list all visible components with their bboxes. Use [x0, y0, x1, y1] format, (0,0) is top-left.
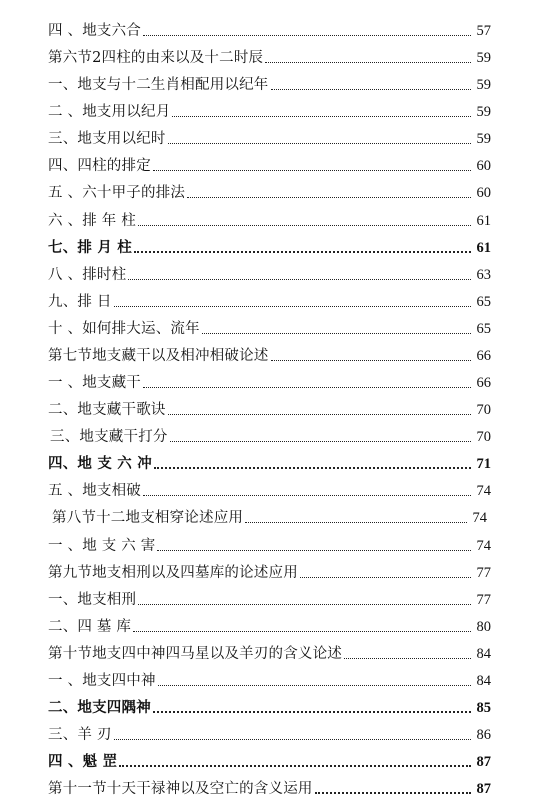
- toc-entry-title: 九、排 日: [48, 293, 112, 310]
- toc-leader-dots: [315, 792, 471, 794]
- toc-leader-dots: [187, 197, 471, 198]
- toc-entry: [0, 16, 535, 43]
- toc-entry-title: 六 、排 年 柱: [48, 212, 136, 229]
- toc-leader-dots: [134, 251, 471, 253]
- toc-leader-dots: [300, 577, 471, 578]
- toc-leader-dots: [168, 143, 471, 144]
- toc-entry: [0, 70, 535, 97]
- toc-entry-title: 二、地支四隅神: [48, 698, 151, 716]
- toc-entry-title: 七、排 月 柱: [48, 238, 132, 256]
- toc-page-number: 59: [476, 103, 491, 120]
- toc-leader-dots: [153, 711, 471, 713]
- toc-entry: [0, 666, 535, 693]
- toc-leader-dots: [170, 441, 471, 442]
- toc-page-number: 74: [476, 537, 491, 554]
- toc-page-number: 70: [476, 401, 491, 418]
- toc-leader-dots: [154, 467, 471, 469]
- toc-page-number: 86: [476, 726, 491, 743]
- toc-entry-title: 第九节地支相刑以及四墓库的论述应用: [48, 564, 298, 581]
- toc-page-number: 71: [476, 455, 491, 472]
- toc-entry-title: 一 、地支藏干: [48, 374, 142, 391]
- toc-entry: [0, 639, 535, 666]
- toc-leader-dots: [202, 333, 471, 334]
- toc-page-number: 60: [476, 157, 491, 174]
- toc-entry-title: 四 、地支六合: [48, 22, 142, 39]
- toc-page-number: 85: [476, 699, 491, 716]
- toc-entry: [0, 43, 535, 70]
- toc-entry: [0, 720, 535, 747]
- toc-entry-title: 四、地 支 六 冲: [48, 454, 152, 472]
- toc-leader-dots: [271, 89, 472, 90]
- toc-leader-dots: [271, 360, 472, 361]
- toc-page-number: 57: [476, 22, 491, 39]
- toc-entry: [0, 558, 535, 585]
- toc-entry: [0, 422, 535, 449]
- toc-entry-title: 三、地支藏干打分: [50, 428, 168, 445]
- toc-leader-dots: [128, 279, 471, 280]
- toc-entry: [0, 747, 535, 774]
- toc-entry-title: 一 、地 支 六 害: [48, 537, 156, 554]
- toc-entry: [0, 260, 535, 287]
- toc-entry: [0, 314, 535, 341]
- toc-page-number: 70: [476, 428, 491, 445]
- toc-entry-title: 第六节2四柱的由来以及十二时辰: [48, 49, 264, 66]
- toc-entry-title: 一 、地支四中神: [48, 672, 156, 689]
- toc-entry-title: 二、四 墓 库: [48, 618, 132, 635]
- toc-leader-dots: [157, 550, 471, 551]
- toc-leader-dots: [143, 495, 471, 496]
- toc-entry: [0, 341, 535, 368]
- toc-entry: [0, 449, 535, 476]
- toc-page-number: 65: [476, 320, 491, 337]
- toc-entry-title: 五 、地支相破: [48, 482, 142, 499]
- toc-entry: [0, 287, 535, 314]
- toc-entry: [0, 151, 535, 178]
- toc-entry: [0, 206, 535, 233]
- toc-leader-dots: [168, 414, 471, 415]
- toc-leader-dots: [158, 685, 471, 686]
- toc-entry: [0, 233, 535, 260]
- toc-entry: [0, 612, 535, 639]
- toc-entry-title: 二 、地支用以纪月: [48, 103, 171, 120]
- toc-leader-dots: [133, 631, 471, 632]
- toc-entry: [0, 503, 535, 530]
- toc-entry-title: 十 、如何排大运、流年: [48, 320, 200, 337]
- toc-entry: [0, 368, 535, 395]
- toc-page-number: 80: [476, 618, 491, 635]
- toc-entry: [0, 585, 535, 612]
- toc-entry: [0, 774, 535, 801]
- toc-leader-dots: [172, 116, 471, 117]
- toc-entry: [0, 693, 535, 720]
- toc-entry: [0, 476, 535, 503]
- toc-entry: [0, 124, 535, 151]
- toc-page-number: 74: [472, 509, 487, 526]
- toc-page-number: 77: [476, 591, 491, 608]
- toc-page-number: 61: [476, 212, 491, 229]
- toc-page-number: 87: [476, 753, 491, 770]
- toc-leader-dots: [143, 35, 471, 36]
- toc-leader-dots: [119, 765, 471, 767]
- toc-page-number: 87: [476, 780, 491, 797]
- toc-entry-title: 第十一节十天干禄神以及空亡的含义运用: [48, 780, 313, 797]
- toc-entry-title: 第十节地支四中神四马星以及羊刃的含义论述: [48, 645, 342, 662]
- toc-page-number: 84: [476, 672, 491, 689]
- toc-entry: [0, 97, 535, 124]
- toc-entry-title: 一、地支与十二生肖相配用以纪年: [48, 76, 269, 93]
- toc-page-number: 63: [476, 266, 491, 283]
- toc-entry-title: 第七节地支藏干以及相冲相破论述: [48, 347, 269, 364]
- toc-leader-dots: [114, 306, 471, 307]
- toc-entry: [0, 531, 535, 558]
- toc-entry-title: 四 、魁 罡: [48, 752, 118, 770]
- toc-leader-dots: [344, 658, 471, 659]
- toc-page-number: 74: [476, 482, 491, 499]
- toc-page-number: 66: [476, 374, 491, 391]
- toc-entry-title: 五 、六十甲子的排法: [48, 184, 186, 201]
- toc-leader-dots: [153, 170, 471, 171]
- toc-page-number: 65: [476, 293, 491, 310]
- toc-entry-title: 八 、排时柱: [48, 266, 127, 283]
- toc-page-number: 59: [476, 130, 491, 147]
- toc-page-number: 61: [476, 239, 491, 256]
- toc-page-number: 66: [476, 347, 491, 364]
- toc-entry-title: 三、羊 刃: [48, 726, 112, 743]
- toc-page-number: 59: [476, 76, 491, 93]
- toc-entry-title: 第八节十二地支相穿论述应用: [52, 509, 244, 526]
- toc-entry-title: 一、地支相刑: [48, 591, 137, 608]
- toc-page-number: 84: [476, 645, 491, 662]
- toc-leader-dots: [143, 387, 471, 388]
- toc-leader-dots: [138, 604, 471, 605]
- toc-leader-dots: [265, 62, 471, 63]
- toc-leader-dots: [138, 225, 471, 226]
- toc-entry-title: 二、地支藏干歌诀: [48, 401, 166, 418]
- toc-entry-title: 三、地支用以纪时: [48, 130, 166, 147]
- toc-leader-dots: [114, 739, 471, 740]
- toc-entry: [0, 178, 535, 205]
- toc-entry-title: 四、四柱的排定: [48, 157, 151, 174]
- toc-page-number: 77: [476, 564, 491, 581]
- toc-page-number: 59: [476, 49, 491, 66]
- toc-leader-dots: [245, 522, 467, 523]
- toc-page-number: 60: [476, 184, 491, 201]
- toc-entry: [0, 395, 535, 422]
